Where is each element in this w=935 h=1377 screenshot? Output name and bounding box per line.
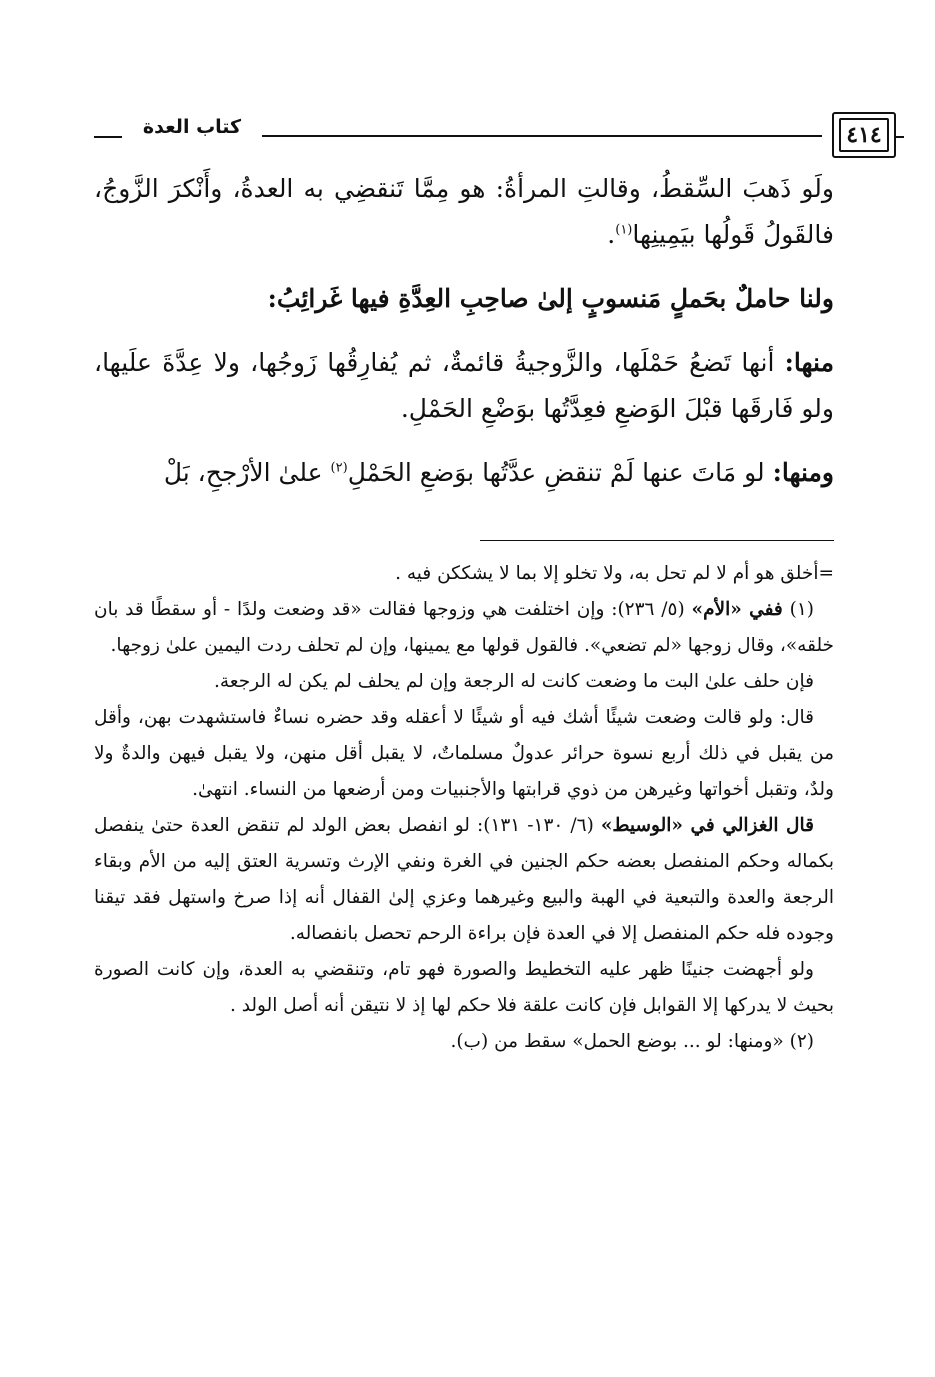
header-rule-middle: [262, 135, 822, 137]
chapter-title: كتاب العدة: [142, 116, 242, 138]
footnote-1-text: (٥/ ٢٣٦): وإن اختلفت هي وزوجها فقالت «قد وضعت ولدًا - أو سقطًا قد بان خلقه»، وقال زوجها «لم تضعي». فالقول قولها مع يمينها، وإن لم تحلف ردت اليمين علىٰ زوجها.: [94, 599, 834, 656]
paragraph-4-text-b: علىٰ الأرْجحِ، بَلْ: [163, 458, 323, 487]
footnote-1: [94, 592, 834, 664]
header-rule-right: [894, 136, 904, 138]
paragraph-3-label: منها:: [784, 348, 834, 377]
page-header: [94, 112, 882, 162]
paragraph-1-line-1: ولَو ذَهبَ السِّقطُ، وقالتِ المرأةُ: هو مِمَّا تَنقضِي به العدةُ، وأَنْكرَ الزَّوجُ،: [94, 174, 834, 203]
main-text: [94, 166, 834, 496]
paragraph-1-end: .: [607, 220, 616, 249]
page-number-frame: [832, 112, 896, 158]
footnote-1-paragraph-4-source: قال الغزالي في «الوسيط»: [600, 815, 814, 836]
paragraph-4-label: ومنها:: [772, 458, 834, 487]
paragraph-3-text: أنها تَضعُ حَمْلَها، والزَّوجيةُ قائمةٌ، ثم يُفارِقُها زَوجُها، ولا عِدَّةَ علَيها، ولو فَارقَها قبْلَ الوَضعِ فعِدَّتُها بوَضْعِ الحَمْلِ.: [94, 348, 834, 423]
footnote-1-paragraph-4: [94, 808, 834, 952]
paragraph-1-line-2: فالقَولُ قَولُها بيَمِينِها: [632, 220, 834, 249]
header-rule-left: [94, 136, 122, 138]
paragraph-4: [94, 450, 834, 496]
footnote-2: (٢) «ومنها: لو ... بوضع الحمل» سقط من (ب).: [450, 1031, 814, 1052]
footnote-1-source: ففي «الأم»: [691, 599, 783, 620]
footnote-ref-2: (٢): [330, 460, 348, 476]
footnote-separator: [480, 540, 834, 541]
footnotes: [94, 556, 834, 1060]
footnote-1-paragraph-4-text: (٦/ ١٣٠- ١٣١): لو انفصل بعض الولد لم تنقض العدة حتىٰ ينفصل بكماله وحكم المنفصل بعضه حكم الجنين في الغرة ونفي الإرث وتسرية العتق إليه من الأم وبقاء الرجعة والعدة والتبعية في الهبة والبيع وغيرهما وعزي إلىٰ القفال أنه إذا صرخ واستهل فقد تيقنا وجوده فله حكم المنفصل إلا في العدة فإن براءة الرحم تحصل بانفصاله.: [94, 815, 834, 944]
paragraph-4-text-a: لو مَاتَ عنها لَمْ تنقضِ عدَّتُها بوَضعِ الحَمْلِ: [347, 458, 765, 487]
footnote-continuation: =أخلق هو أم لا لم تحل به، ولا تخلو إلا بما لا يشككن فيه .: [395, 563, 834, 584]
paragraph-1: [94, 166, 834, 258]
footnote-1-paragraph-5: ولو أجهضت جنينًا ظهر عليه التخطيط والصورة فهو تام، وتنقضي به العدة، وإن كانت الصورة بحيث لا يدركها إلا القوابل فإن كانت علقة فلا حكم لها إذ لا نتيقن أنه أصل الولد .: [94, 959, 834, 1016]
footnote-1-paragraph-3: قال: ولو قالت وضعت شيئًا أشك فيه أو شيئًا لا أعقله وقد حضره نساءٌ فاستشهدت بهن، وأقل من يقبل في ذلك أربع نسوة حرائر عدولٌ مسلماتٌ، لا يقبل أقل منهن، ولا يقبل فيهن والدةٌ ولا ولدٌ، وتقبل أخواتها وغيرهن من ذوي قرابتها والأجنبيات ومن أرضعها من النساء. انتهىٰ.: [94, 707, 834, 800]
footnote-1-number: (١): [789, 599, 814, 620]
page-number: ٤١٤: [839, 118, 889, 152]
section-heading: ولنا حاملٌ بحَملٍ مَنسوبٍ إلىٰ صاحِبِ العِدَّةِ فيها غَرائِبُ:: [267, 284, 834, 313]
footnote-1-paragraph-2: فإن حلف علىٰ البت ما وضعت كانت له الرجعة وإن لم يحلف لم يكن له الرجعة.: [213, 671, 814, 692]
paragraph-3: [94, 340, 834, 432]
footnote-ref-1: (١): [615, 222, 633, 238]
